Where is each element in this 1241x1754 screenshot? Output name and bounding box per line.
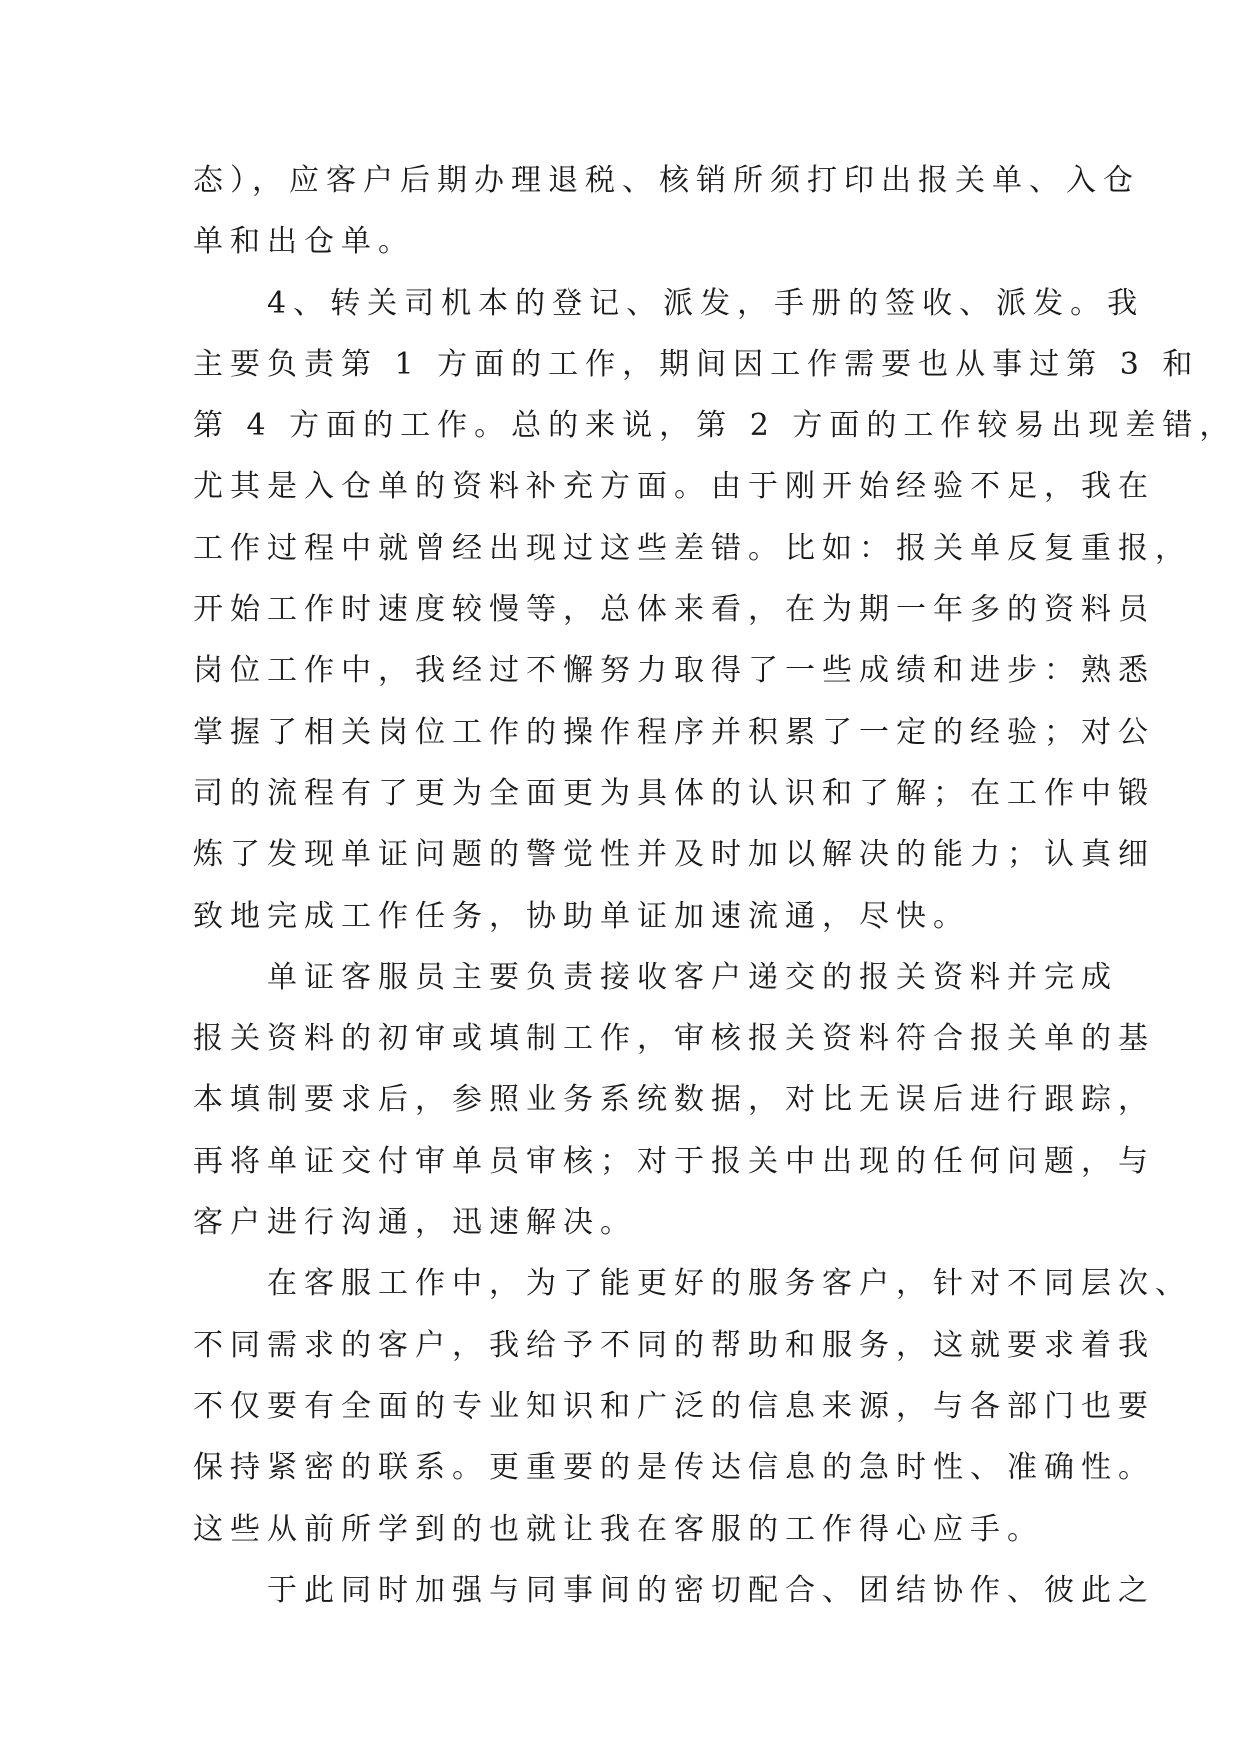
text-line: 态），应客户后期办理退税、核销所须打印出报关单、入仓 — [193, 163, 1140, 198]
text-line: 第 4 方面的工作。总的来说，第 2 方面的工作较易出现差错， — [193, 408, 1237, 444]
text-line: 工作过程中就曾经出现过这些差错。比如：报关单反复重报， — [193, 530, 1192, 566]
text-line: 尤其是入仓单的资料补充方面。由于刚开始经验不足，我在 — [193, 469, 1155, 505]
text-line: 司的流程有了更为全面更为具体的认识和了解；在工作中锻 — [193, 775, 1155, 811]
text-line: 4、转关司机本的登记、派发，手册的签收、派发。我 — [193, 285, 1145, 321]
text-line: 岗位工作中，我经过不懈努力取得了一些成绩和进步：熟悉 — [193, 653, 1155, 689]
text-line: 不仅要有全面的专业知识和广泛的信息来源，与各部门也要 — [193, 1388, 1155, 1424]
text-line: 开始工作时速度较慢等，总体来看，在为期一年多的资料员 — [193, 592, 1155, 628]
text-line: 报关资料的初审或填制工作，审核报关资料符合报关单的基 — [193, 1021, 1155, 1057]
text-line: 不同需求的客户，我给予不同的帮助和服务，这就要求着我 — [193, 1327, 1155, 1363]
body-text — [193, 150, 1237, 1621]
text-line: 于此同时加强与同事间的密切配合、团结协作、彼此之 — [193, 1572, 1155, 1608]
text-line: 致地完成工作任务，协助单证加速流通，尽快。 — [193, 898, 970, 934]
text-line: 炼了发现单证问题的警觉性并及时加以解决的能力；认真细 — [193, 837, 1155, 873]
text-line: 客户进行沟通，迅速解决。 — [193, 1205, 637, 1241]
text-line: 掌握了相关岗位工作的操作程序并积累了一定的经验；对公 — [193, 714, 1155, 750]
text-line: 主要负责第 1 方面的工作，期间因工作需要也从事过第 3 和 — [193, 346, 1200, 382]
text-line: 在客服工作中，为了能更好的服务客户，针对不同层次、 — [193, 1266, 1192, 1302]
text-line: 保持紧密的联系。更重要的是传达信息的急时性、准确性。 — [193, 1450, 1155, 1486]
text-line: 本填制要求后，参照业务系统数据，对比无误后进行跟踪， — [193, 1082, 1155, 1118]
text-line: 这些从前所学到的也就让我在客服的工作得心应手。 — [193, 1511, 1044, 1547]
text-line: 单证客服员主要负责接收客户递交的报关资料并完成 — [193, 959, 1118, 995]
text-line: 再将单证交付审单员审核；对于报关中出现的任何问题，与 — [193, 1143, 1155, 1179]
text-line: 单和出仓单。 — [193, 224, 415, 260]
